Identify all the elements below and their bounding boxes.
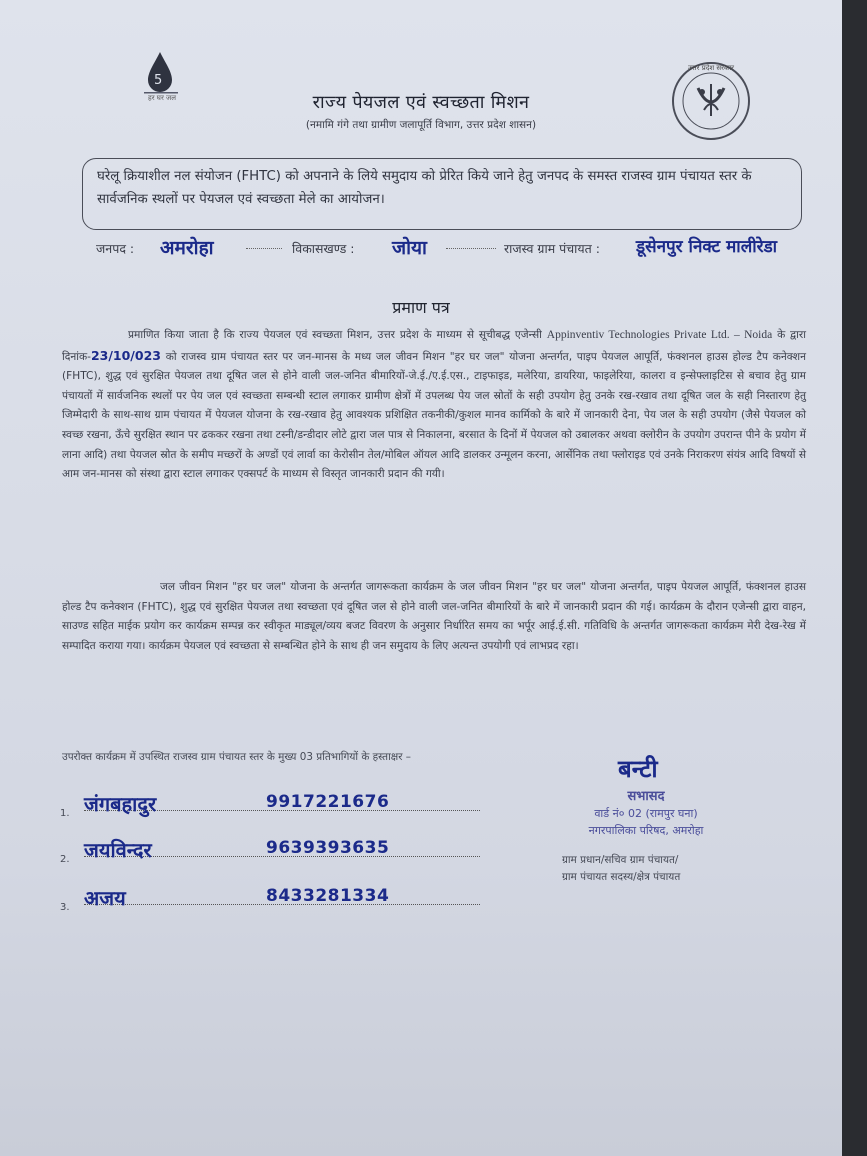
dotted-line	[246, 248, 282, 249]
row-number: 1.	[60, 808, 70, 819]
roles-line: ग्राम प्रधान/सचिव ग्राम पंचायत/	[562, 854, 679, 866]
event-date: 23/10/023	[90, 347, 161, 363]
signatory-roles	[562, 852, 762, 886]
roles-line: ग्राम पंचायत सदस्य/क्षेत्र पंचायत	[562, 871, 681, 883]
page-subtitle: (नमामि गंगे तथा ग्रामीण जलापूर्ति विभाग, उत्तर प्रदेश शासन)	[305, 119, 537, 131]
svg-text:5: 5	[154, 73, 163, 88]
attendee-row	[60, 884, 480, 918]
district-value: अमरोहा	[160, 237, 214, 259]
attendee-phone: 8433281334	[266, 886, 390, 906]
row-number: 3.	[60, 902, 70, 913]
stamp-line: वार्ड नं० 02 (रामपुर घना)	[594, 807, 698, 820]
district-label: जनपद :	[96, 241, 135, 256]
para1-part2: के द्वारा दिनांक-	[62, 329, 806, 363]
stamp-line: नगरपालिका परिषद, अमरोहा	[588, 824, 704, 837]
certificate-paragraph-2: जल जीवन मिशन "हर घर जल" योजना के अन्तर्गत जागरूकता कार्यक्रम के जल जीवन मिशन "हर घर जल" योजना अन्तर्गत, पाइप पेयजल आपूर्ति, फंक्शनल हाउस होल्ड टैप कनेक्शन (FHTC), शुद्ध एवं सुरक्षित पेयजल तथा स्वच्छता एवं दूषित जल से होने वाली जल-जनित बीमारियों के बारे में जानकारी प्रदान की गई। कार्यक्रम के दौरान एजेन्सी द्वारा वाहन, साउण्ड सहित माईक प्रयोग कर कार्यक्रम सम्पन्न कर स्वीकृत माड्यूल/व्यय बजट विवरण के अनुसार निर्धारित समय का भर्पूर आई.ई.सी. गतिविधि के अन्तर्गत जागरूकता कार्यक्रम मेरी देख-रेख में सम्पादित कराया गया। कार्यक्रम पेयजल एवं स्वच्छता से सम्बन्धित होने के साथ ही जन समुदाय के लिए अत्यन्त उपयोगी एवं लाभप्रद रहा।	[62, 581, 806, 652]
event-banner	[82, 158, 802, 230]
attendee-name: अजय	[84, 886, 126, 910]
dotted-line	[446, 248, 496, 249]
emblem-caption: उत्तर प्रदेश सरकार	[687, 64, 735, 72]
panchayat-label: राजस्व ग्राम पंचायत :	[504, 241, 600, 256]
attendee-row	[60, 790, 480, 824]
para1-part1: प्रमाणित किया जाता है कि राज्य पेयजल एवं स्वच्छता मिशन, उत्तर प्रदेश के माध्यम से सूचीबद्ध एजेन्सी	[128, 329, 542, 341]
banner-text: घरेलू क्रियाशील नल संयोजन (FHTC) को अपनाने के लिये समुदाय को प्रेरित किये जाने हेतु जनपद के समस्त राजस्व ग्राम पंचायत स्तर के सार्वजनिक स्थलों पर पेयजल एवं स्वच्छता मेले का आयोजन।	[97, 169, 752, 207]
stamp-line: सभासद	[627, 789, 665, 804]
signatory-signature: बन्टी	[618, 755, 658, 783]
attendee-phone: 9639393635	[266, 838, 390, 858]
page-title: राज्य पेयजल एवं स्वच्छता मिशन	[312, 92, 530, 113]
block-value: जोया	[392, 237, 427, 259]
attendee-name: जंगबहादुर	[84, 792, 157, 816]
attendee-name: जयविन्दर	[84, 838, 152, 862]
panchayat-value: डूसेनपुर निक्ट मालीरेडा	[636, 237, 778, 257]
row-number: 2.	[60, 854, 70, 865]
attendee-row	[60, 836, 480, 870]
certificate-heading: प्रमाण पत्र	[392, 298, 450, 317]
para1-part3: को राजस्व ग्राम पंचायत स्तर पर जन-मानस के मध्य जल जीवन मिशन "हर घर जल" योजना अन्तर्गत, पाइप पेयजल आपूर्ति, फंक्शनल हाउस होल्ड टैप कनेक्शन (FHTC), शुद्ध एवं सुरक्षित पेयजल तथा दूषित जल से होने वाली जल-जनित बीमारियों-जे.ई./ए.ई.एस., टाइफाइड, मलेरिया, डायरिया, फाइलेरिया, कालरा व इन्सेफ्लाइटिस से बचाव हेतु ग्राम पंचायतों में सार्वजनिक स्थलों पर पेय जल एवं स्वच्छता सम्बन्धी स्टाल लगाकर ग्रामीण क्षेत्रों में उपलब्ध पेय जल स्रोतों के सही उपयोग हेतु उनके रख-रखाव तथा दूषित जल के सही निस्तारण हेतु जिम्मेदारी के साथ-साथ ग्राम पंचायत में पेयजल योजना के रख-रखाव हेतु आवश्यक प्रशिक्षित तकनीकी/कुशल मानव कार्मिको के बारे में जानकारी देना, पेय जल के सही उपयोग (जैसे पेयजल को स्वच्छ रखना, ऊँचे सुरक्षित स्थान पर ढककर रखना तथा टस्नी/डन्डीदार लोटे द्वारा जल पात्र से निकालना, बरसात के दिनों में पेयजल को उबालकर अथवा क्लोरीन के उपयोग उपरान्त पीने के प्रयोग में लाना आदि) तथा पेयजल स्रोत के समीप मच्छरों के अण्डों एवं लार्वा का केरोसीन तेल/मोबिल ऑयल आदि डालकर उन्मूलन करना, आर्सेनिक तथा फ्लोराइड एवं उनके निराकरण संयंत्र आदि विषयों से आम जन-मानस को संस्था द्वारा स्टाल लगाकर एक्सपर्ट के माध्यम से विस्तृत जानकारी प्रदान की गयी।	[62, 350, 806, 481]
agency-name: Appinventiv Technologies Private Ltd. – Noida	[546, 329, 773, 341]
logo-caption: हर घर जल	[148, 94, 176, 102]
official-stamp	[556, 788, 736, 839]
location-fields	[96, 234, 826, 264]
certificate-paragraph-1	[62, 326, 806, 485]
attendees-caption: उपरोक्त कार्यक्रम में उपस्थित राजस्व ग्राम पंचायत स्तर के मुख्य 03 प्रतिभागियों के हस्ताक्षर –	[62, 751, 411, 763]
block-label: विकासखण्ड :	[292, 241, 355, 256]
attendee-phone: 9917221676	[266, 792, 390, 812]
